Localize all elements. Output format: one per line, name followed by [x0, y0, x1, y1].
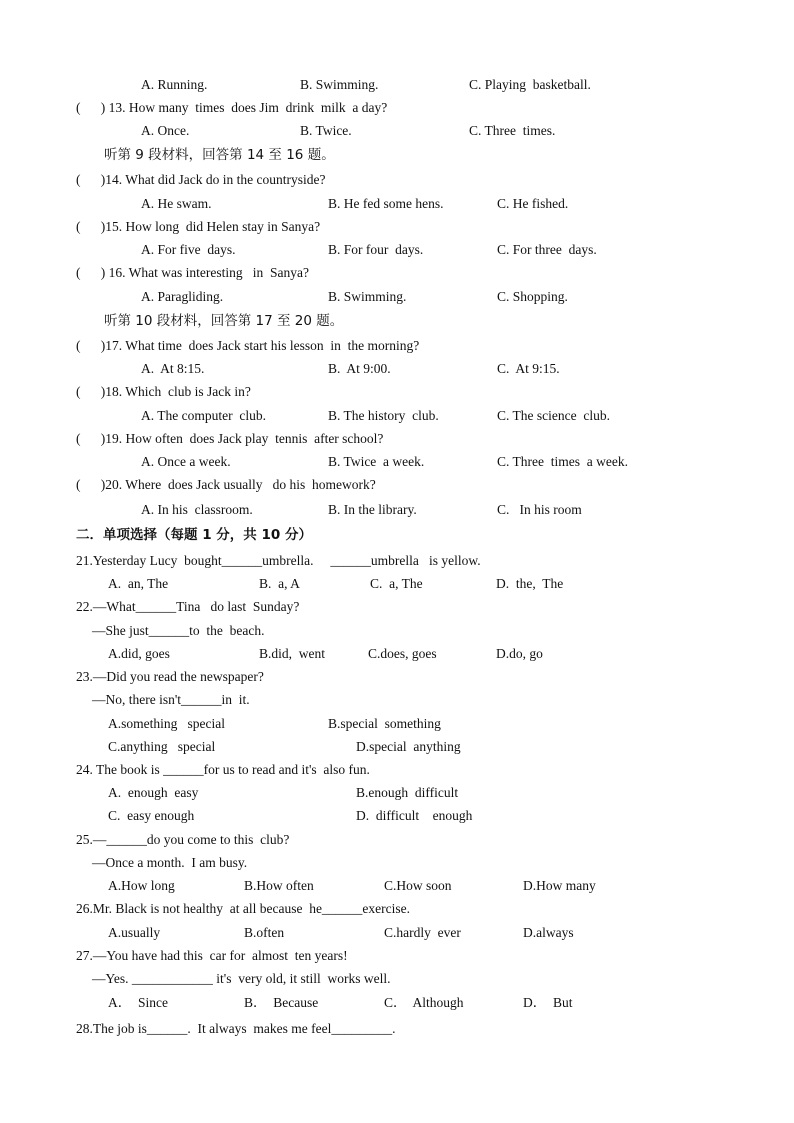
text-line: ( )17. What time does Jack start his lesson in the morning? — [76, 338, 420, 353]
text-line: A.did, goes — [108, 646, 170, 661]
text-line: 二．单项选择（每题 1 分，共 10 分） — [76, 527, 312, 543]
text-line: A. Once a week. — [141, 454, 231, 469]
text-line: A.How long — [108, 878, 175, 893]
text-line: —No, there isn't______in it. — [92, 692, 250, 707]
text-line: —She just______to the beach. — [92, 623, 265, 638]
text-line: C. The science club. — [497, 408, 610, 423]
text-line: A. an, The — [108, 576, 169, 591]
text-line: D． But — [523, 995, 573, 1010]
text-line: 23.—Did you read the newspaper? — [76, 669, 264, 684]
text-line: C. easy enough — [108, 808, 195, 823]
text-line: ( )19. How often does Jack play tennis after school? — [76, 431, 384, 446]
text-line: B. a, A — [259, 576, 300, 591]
text-line: B. At 9:00. — [328, 361, 391, 376]
text-line: A. The computer club. — [141, 408, 266, 423]
text-line: 21.Yesterday Lucy bought______umbrella. ______umbrella is yellow. — [76, 553, 481, 568]
text-line: B. Twice a week. — [328, 454, 425, 469]
text-line: B. Swimming. — [300, 77, 379, 92]
text-line: ( )20. Where does Jack usually do his homework? — [76, 477, 376, 492]
text-line: C. In his room — [497, 502, 582, 517]
text-line: —Yes. ____________ it's very old, it still works well. — [92, 971, 391, 986]
text-line: 27.—You have had this car for almost ten years! — [76, 948, 348, 963]
text-line: B. Twice. — [300, 123, 352, 138]
text-line: 25.—______do you come to this club? — [76, 832, 290, 847]
text-line: B. The history club. — [328, 408, 439, 423]
text-line: 听第 10 段材料，回答第 17 至 20 题。 — [104, 313, 344, 329]
text-line: 22.—What______Tina do last Sunday? — [76, 599, 300, 614]
text-line: B.special something — [328, 716, 441, 731]
text-line: C. For three days. — [497, 242, 597, 257]
text-line: 26.Mr. Black is not healthy at all because he______exercise. — [76, 901, 411, 916]
text-line: A.usually — [108, 925, 161, 940]
text-line: B. In the library. — [328, 502, 417, 517]
text-line: —Once a month. I am busy. — [92, 855, 248, 870]
text-line: A. Paragliding. — [141, 289, 224, 304]
text-line: C. Shopping. — [497, 289, 568, 304]
text-line: C.hardly ever — [384, 925, 461, 940]
text-line: C. At 9:15. — [497, 361, 560, 376]
text-line: C． Although — [384, 995, 464, 1010]
text-line: A. In his classroom. — [141, 502, 253, 517]
text-line: 24. The book is ______for us to read and it's also fun. — [76, 762, 370, 777]
text-line: C. He fished. — [497, 196, 569, 211]
text-line: B.often — [244, 925, 285, 940]
text-line: 28.The job is______. It always makes me feel_________. — [76, 1021, 396, 1036]
text-line: B． Because — [244, 995, 319, 1010]
text-line: 听第 9 段材料，回答第 14 至 16 题。 — [104, 147, 335, 163]
text-line: A. He swam. — [141, 196, 212, 211]
text-line: ( )14. What did Jack do in the countryside? — [76, 172, 326, 187]
text-line: C. Three times a week. — [497, 454, 628, 469]
text-line: A. Running. — [141, 77, 208, 92]
text-line: B.enough difficult — [356, 785, 459, 800]
text-line: ( )18. Which club is Jack in? — [76, 384, 251, 399]
text-line: A. Once. — [141, 123, 190, 138]
text-line: D.How many — [523, 878, 596, 893]
text-line: C. Playing basketball. — [469, 77, 591, 92]
text-line: C.anything special — [108, 739, 216, 754]
text-line: C. Three times. — [469, 123, 556, 138]
text-line: D. the, The — [496, 576, 564, 591]
text-line: A. At 8:15. — [141, 361, 205, 376]
text-line: D.always — [523, 925, 574, 940]
text-line: A. enough easy — [108, 785, 199, 800]
text-line: A． Since — [108, 995, 168, 1010]
text-line: B. Swimming. — [328, 289, 407, 304]
text-line: B. He fed some hens. — [328, 196, 444, 211]
text-line: ( ) 16. What was interesting in Sanya? — [76, 265, 309, 280]
text-line: B. For four days. — [328, 242, 424, 257]
text-line: C. a, The — [370, 576, 423, 591]
text-line: A.something special — [108, 716, 225, 731]
text-line: B.did, went — [259, 646, 325, 661]
text-line: D.special anything — [356, 739, 461, 754]
text-line: D.do, go — [496, 646, 543, 661]
text-line: C.does, goes — [368, 646, 437, 661]
text-line: ( )15. How long did Helen stay in Sanya? — [76, 219, 321, 234]
text-line: ( ) 13. How many times does Jim drink milk a day? — [76, 100, 388, 115]
text-line: B.How often — [244, 878, 314, 893]
text-line: A. For five days. — [141, 242, 236, 257]
text-line: C.How soon — [384, 878, 452, 893]
text-line: D. difficult enough — [356, 808, 473, 823]
